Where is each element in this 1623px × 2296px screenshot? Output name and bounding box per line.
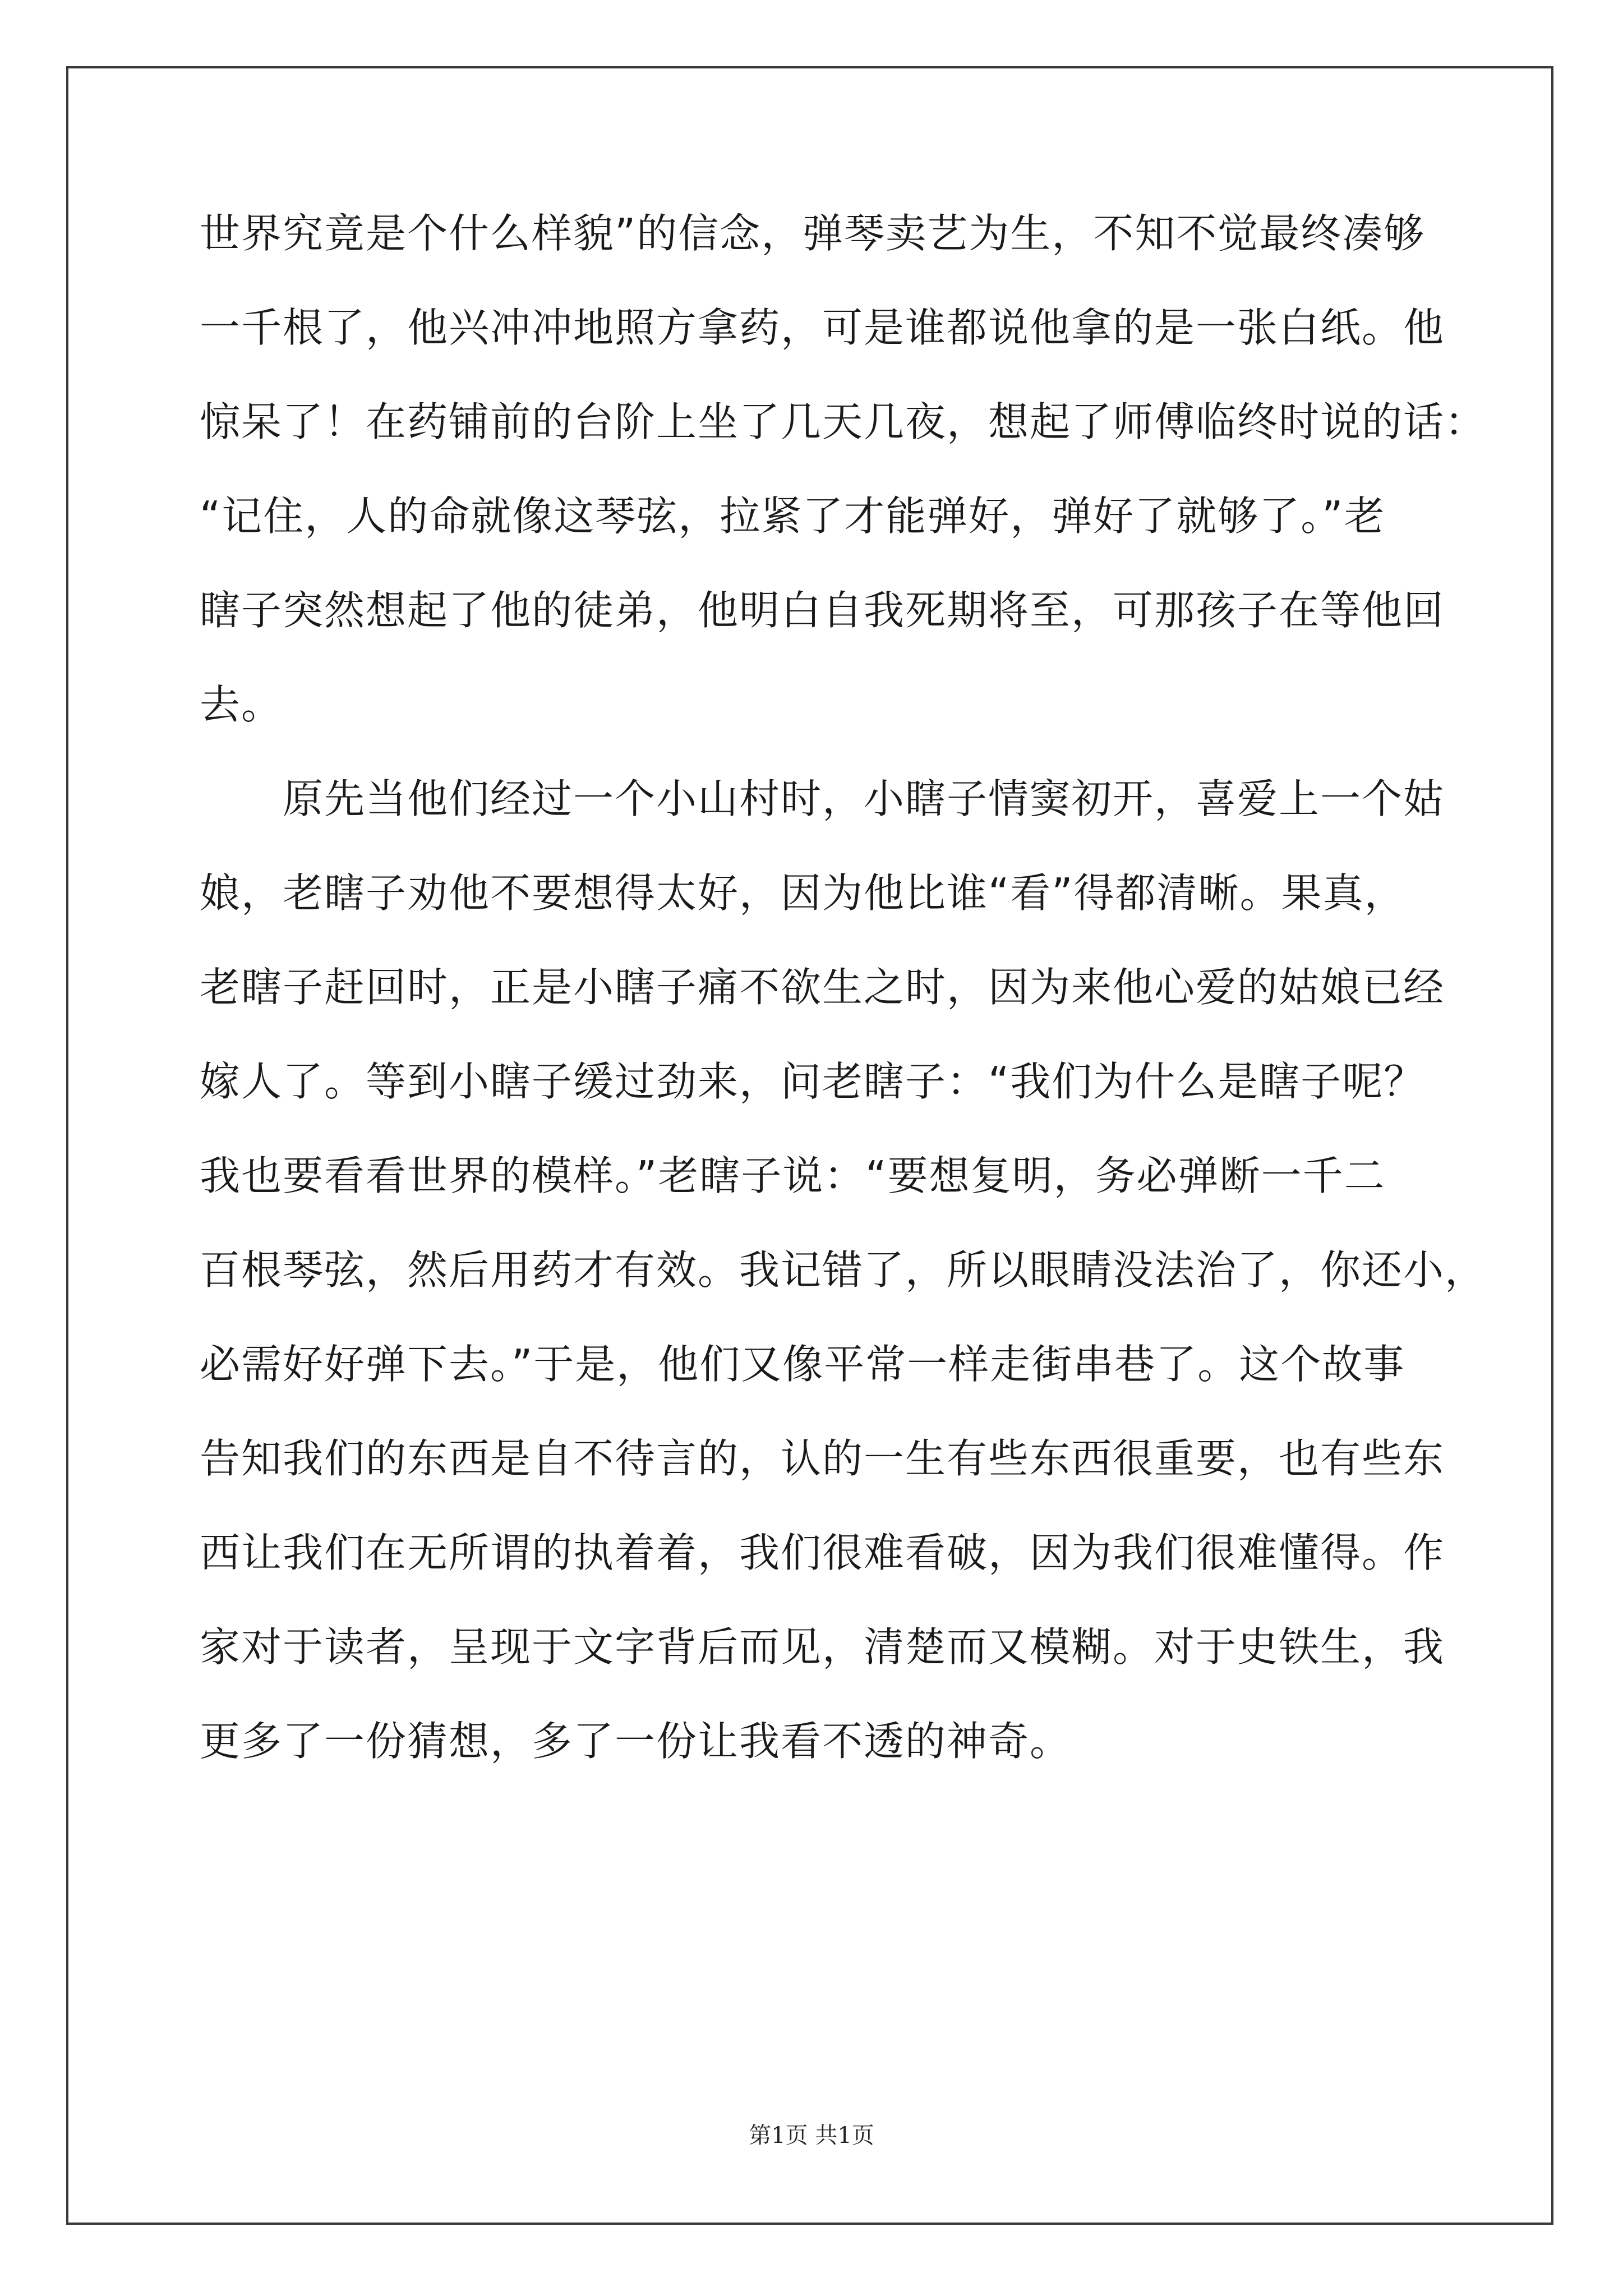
text-line: 必需好好弹下去。”于是，他们又像平常一样走街串巷了。这个故事 xyxy=(200,1341,1405,1388)
text-line: 我也要看看世界的模样。”老瞎子说：“要想复明，务必弹断一千二 xyxy=(200,1152,1386,1199)
text-line: 去。 xyxy=(200,681,283,728)
text-line: 世界究竟是个什么样貌”的信念，弹琴卖艺为生，不知不觉最终凑够 xyxy=(200,210,1426,257)
text-line: 嫁人了。等到小瞎子缓过劲来，问老瞎子：“我们为什么是瞎子呢？ xyxy=(200,1058,1426,1105)
text-line: 告知我们的东西是自不待言的，认的一生有些东西很重要，也有些东 xyxy=(200,1435,1445,1482)
text-line: “记住，人的命就像这琴弦，拉紧了才能弹好，弹好了就够了。”老 xyxy=(200,493,1386,540)
text-line: 百根琴弦，然后用药才有效。我记错了，所以眼睛没法治了，你还小， xyxy=(200,1246,1487,1294)
text-line: 更多了一份猜想，多了一份让我看不透的神奇。 xyxy=(200,1718,1072,1765)
document-body xyxy=(200,208,1487,1810)
paragraph-first-line: 原先当他们经过一个小山村时，小瞎子情窦初开，喜爱上一个姑 xyxy=(283,775,1445,822)
text-line: 家对于读者，呈现于文字背后而见，清楚而又模糊。对于史铁生，我 xyxy=(200,1623,1445,1671)
text-line: 娘，老瞎子劝他不要想得太好，因为他比谁“看”得都清晰。果真， xyxy=(200,869,1406,917)
text-line: 西让我们在无所谓的执着着，我们很难看破，因为我们很难懂得。作 xyxy=(200,1529,1445,1576)
page-number-footer: 第1页 共1页 xyxy=(749,2123,874,2148)
text-line: 惊呆了！在药铺前的台阶上坐了几天几夜，想起了师傅临终时说的话： xyxy=(200,398,1487,445)
text-line: 老瞎子赶回时，正是小瞎子痛不欲生之时，因为来他心爱的姑娘已经 xyxy=(200,964,1445,1011)
text-line: 一千根了，他兴冲冲地照方拿药，可是谁都说他拿的是一张白纸。他 xyxy=(200,304,1445,351)
text-line: 瞎子突然想起了他的徒弟，他明白自我死期将至，可那孩子在等他回 xyxy=(200,587,1445,634)
